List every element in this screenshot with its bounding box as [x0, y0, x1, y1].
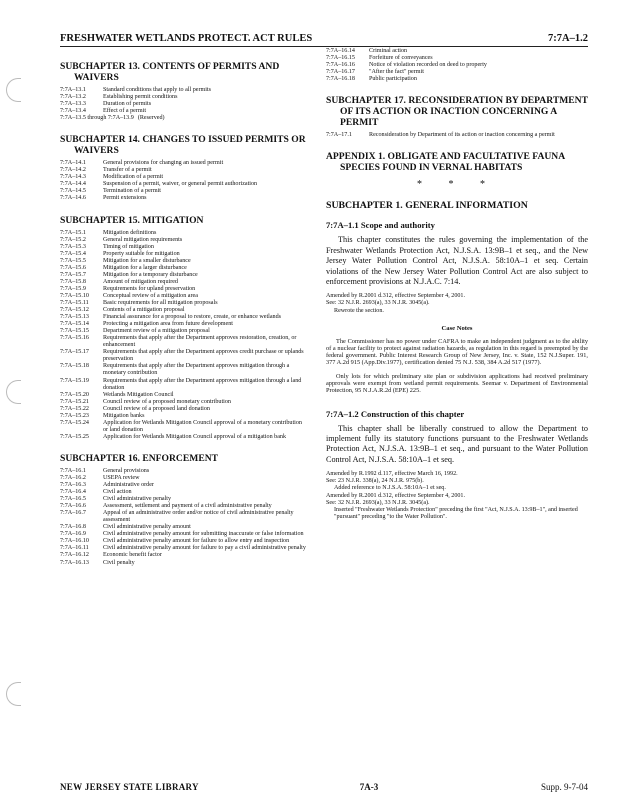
- toc-entry: [60, 115, 308, 122]
- toc-entry: [326, 76, 588, 83]
- section-1-2-title: 7:7A–1.2 Construction of this chapter: [326, 408, 465, 419]
- section-title: Requirements for upland preservation: [103, 285, 196, 292]
- supplement-date: Supp. 9-7-04: [541, 782, 588, 792]
- section-title: General mitigation requirements: [103, 236, 183, 243]
- toc-entry: [60, 108, 308, 115]
- section-title: Mitigation definitions: [103, 229, 157, 236]
- section-title: Requirements that apply after the Department approves mitigation through a land donation: [103, 377, 302, 391]
- history-line: See: 32 N.J.R. 2693(a), 33 N.J.R. 3045(a).: [326, 499, 430, 506]
- section-number: 7:7A–15.16: [60, 335, 89, 342]
- toc-entry: [60, 167, 308, 174]
- section-number: 7:7A–13.5 through 7:7A–13.9: [60, 115, 134, 122]
- section-title: Amount of mitigation required: [103, 278, 178, 285]
- section-title: Mitigation for a temporary disturbance: [103, 271, 198, 278]
- case-note: The Commissioner has no power under CAFRA to make an independent judgment as to the ability of a nuclear facility to protect against radiation hazards, as regulation in this regard is preempted by the federal government. Public Interest Research Group of New Jersey, Inc. v. State, 152 N.J.Super. 191, 377 A.2d 915 (App.Div.1977), certification denied 75 N.J. 538, 384 A.2d 517 (1977).: [326, 337, 588, 367]
- history-line: See: 32 N.J.R. 2693(a), 33 N.J.R. 3045(a).: [326, 300, 430, 307]
- section-title: Civil administrative penalty: [103, 496, 172, 503]
- section-number: 7:7A–15.25: [60, 433, 89, 440]
- section-title: Mitigation for a smaller disturbance: [103, 257, 191, 264]
- toc-entry: [326, 132, 588, 139]
- section-title: Civil administrative penalty amount for failure to allow entry and inspection: [103, 538, 290, 545]
- punch-hole-mark: [6, 380, 21, 404]
- toc-entry: [60, 195, 308, 202]
- history-line: Amended by R.2001 d.312, effective September 4, 2001.: [326, 293, 465, 300]
- section-number: 7:7A–14.3: [60, 174, 86, 181]
- header-section: 7:7A–1.2: [548, 33, 588, 44]
- section-number: 7:7A–15.2: [60, 236, 86, 243]
- toc-entry: [60, 475, 308, 482]
- section-title: Requirements that apply after the Department approves restoration, creation, or enhancement: [103, 335, 297, 349]
- section-number: 7:7A–16.9: [60, 531, 86, 538]
- toc-entry: [60, 468, 308, 475]
- section-title: Mitigation for a larger disturbance: [103, 264, 187, 271]
- section-number: 7:7A–16.6: [60, 503, 86, 510]
- section-number: 7:7A–16.14: [326, 48, 355, 54]
- section-title: Protecting a mitigation area from future development: [103, 321, 233, 328]
- subchapter-heading: SUBCHAPTER 15. MITIGATION: [60, 214, 204, 226]
- section-number: 7:7A–15.19: [60, 377, 89, 384]
- section-number: 7:7A–15.23: [60, 412, 89, 419]
- section-title: Civil action: [103, 489, 132, 496]
- toc-entry: [60, 94, 308, 101]
- toc-entry: [60, 300, 308, 307]
- toc-entry: [60, 335, 308, 349]
- toc-list: [60, 87, 308, 122]
- subchapter-heading: SUBCHAPTER 14. CHANGES TO ISSUED PERMITS OR WAIVERS: [60, 134, 306, 157]
- section-title: General provisions: [103, 467, 150, 474]
- toc-entry: [60, 434, 308, 441]
- section-title: Assessment, settlement and payment of a civil administrative penalty: [103, 503, 272, 510]
- section-number: 7:7A–13.3: [60, 101, 86, 108]
- case-note: Only lots for which preliminary site plan or subdivision applications had received preliminary approvals were exempt from wetland permit requirements. Seemar v. Department of Environmental Protection, 95 N.J.A.R.2d (EPE) 225.: [326, 372, 588, 395]
- subchapter-1-heading: SUBCHAPTER 1. GENERAL INFORMATION: [326, 200, 528, 212]
- section-title: Civil penalty: [103, 559, 135, 566]
- section-title: Basic requirements for all mitigation proposals: [103, 299, 218, 306]
- toc-entry: [60, 510, 308, 524]
- section-number: 7:7A–15.14: [60, 321, 89, 328]
- section-number: 7:7A–16.13: [60, 559, 89, 566]
- section-number: 7:7A–16.12: [60, 552, 89, 559]
- toc-entry: [60, 244, 308, 251]
- toc-entry: [60, 545, 308, 552]
- section-number: 7:7A–15.10: [60, 292, 89, 299]
- toc-entry: [60, 349, 308, 363]
- history-line: See: 23 N.J.R. 338(a), 24 N.J.R. 975(b).: [326, 478, 424, 485]
- toc-entry: [326, 48, 588, 55]
- section-title: Civil administrative penalty amount: [103, 524, 191, 531]
- toc-entry: [60, 251, 308, 258]
- section-title: Effect of a permit: [103, 108, 147, 115]
- toc-entry: [60, 363, 308, 377]
- section-number: 7:7A–13.1: [60, 87, 86, 93]
- subchapter-heading: SUBCHAPTER 16. ENFORCEMENT: [60, 452, 219, 464]
- section-title: Forfeiture of conveyances: [369, 55, 433, 62]
- section-number: 7:7A–16.4: [60, 489, 86, 496]
- section-title: Modification of a permit: [103, 174, 164, 181]
- section-number: 7:7A–15.24: [60, 419, 89, 426]
- section-1-2-body: This chapter shall be liberally construed to allow the Department to implement fully its statutory functions pursuant to the Freshwater Wetlands Protection Act, N.J.S.A. 13:9B–1 et seq., and pursuant to the Water Pollution Control Act, N.J.S.A. 58:10A–1 et seq.: [326, 423, 588, 464]
- section-title: Establishing permit conditions: [103, 94, 178, 101]
- section-title: Mitigation banks: [103, 412, 145, 419]
- toc-entry: [60, 482, 308, 489]
- section-number: 7:7A–15.15: [60, 328, 89, 335]
- section-title: Notice of violation recorded on deed to property: [369, 62, 487, 69]
- toc-entry: [60, 420, 308, 434]
- section-number: 7:7A–14.5: [60, 188, 86, 195]
- page-footer: [60, 780, 588, 794]
- toc-entry: [60, 399, 308, 406]
- section-title: Duration of permits: [103, 101, 152, 108]
- toc-entry: [60, 160, 308, 167]
- section-number: 7:7A–15.22: [60, 405, 89, 412]
- section-number: 7:7A–15.18: [60, 363, 89, 370]
- section-title: Suspension of a permit, waiver, or general permit authorization: [103, 181, 258, 188]
- section-title: Property suitable for mitigation: [103, 250, 180, 257]
- history-line: Amended by R.2001 d.312, effective September 4, 2001.: [326, 492, 465, 499]
- toc-list: [60, 230, 308, 441]
- section-title: Wetlands Mitigation Council: [103, 391, 174, 398]
- section-number: 7:7A–16.8: [60, 524, 86, 531]
- section-title: USEPA review: [103, 474, 140, 481]
- section-number: 7:7A–16.7: [60, 510, 86, 517]
- history-line: Amended by R.1992 d.117, effective March 16, 1992.: [326, 471, 458, 478]
- section-title: Economic benefit factor: [103, 552, 162, 559]
- page-number: 7A-3: [359, 782, 379, 792]
- section-number: 7:7A–15.20: [60, 391, 89, 398]
- toc-list: [60, 468, 308, 567]
- section-title: Council review of a proposed monetary contribution: [103, 398, 231, 405]
- section-number: 7:7A–15.7: [60, 271, 86, 278]
- toc-entry: [326, 62, 588, 69]
- section-number: 7:7A–16.1: [60, 467, 86, 474]
- section-number: 7:7A–16.11: [60, 545, 89, 552]
- section-1-1-body: This chapter constitutes the rules governing the implementation of the Freshwater Wetlands Protection Act, N.J.S.A. 13:9B–1 et seq., and the New Jersey Water Pollution Control Act, N.J.S.A. 58:10A–1 et seq. Certain violations of the New Jersey Water Pollution Control Act are also subject to enforcement provisions at N.J.A.C. 7:14.: [326, 235, 588, 286]
- section-number: 7:7A–15.1: [60, 229, 86, 236]
- section-number: 7:7A–14.4: [60, 181, 86, 188]
- section-number: 7:7A–15.9: [60, 285, 86, 292]
- toc-entry: [60, 286, 308, 293]
- toc-entry: [60, 87, 308, 94]
- section-title: Department review of a mitigation proposal: [103, 328, 210, 335]
- section-number: 7:7A–13.2: [60, 94, 86, 101]
- section-title: General provisions for changing an issued permit: [103, 160, 224, 167]
- section-number: 7:7A–16.2: [60, 474, 86, 481]
- section-number: 7:7A–15.17: [60, 349, 89, 356]
- section-1-1-history: [326, 293, 588, 314]
- toc-continued: [326, 48, 588, 83]
- section-number: 7:7A–16.3: [60, 482, 86, 489]
- section-number: 7:7A–14.2: [60, 167, 86, 174]
- toc-entry: [60, 279, 308, 286]
- section-number: 7:7A–16.15: [326, 55, 355, 62]
- section-number: 7:7A–15.12: [60, 307, 89, 314]
- header-title: FRESHWATER WETLANDS PROTECT. ACT RULES: [60, 33, 313, 44]
- section-title: Requirements that apply after the Department approves mitigation through a monetary contribution: [103, 363, 290, 377]
- section-number: 7:7A–15.8: [60, 278, 86, 285]
- section-title: Termination of a permit: [103, 188, 161, 195]
- section-number: 7:7A–14.1: [60, 160, 86, 167]
- section-title: Financial assurance for a proposal to restore, create, or enhance wetlands: [103, 314, 281, 321]
- toc-entry: [60, 489, 308, 496]
- section-title: Application for Wetlands Mitigation Council approval of a monetary contribution or land donation: [103, 419, 302, 433]
- toc-entry: [60, 406, 308, 413]
- subchapter-17-toc: [326, 132, 588, 139]
- section-number: 7:7A–13.4: [60, 108, 86, 115]
- section-title: Appeal of an administrative order and/or notice of civil administrative penalty assessment: [103, 510, 294, 524]
- toc-entry: [326, 69, 588, 76]
- toc-entry: [60, 230, 308, 237]
- appendix-heading: APPENDIX 1. OBLIGATE AND FACULTATIVE FAUNA SPECIES FOUND IN VERNAL HABITATS: [326, 151, 565, 174]
- toc-entry: [60, 392, 308, 399]
- right-column: [326, 48, 588, 521]
- section-number: 7:7A–15.11: [60, 299, 89, 306]
- section-number: 7:7A–16.17: [326, 69, 355, 76]
- section-title: "After the fact" permit: [369, 69, 424, 76]
- section-title: Council review of a proposed land donation: [103, 405, 210, 412]
- history-line: Inserted "Freshwater Wetlands Protection" preceding the first "Act, N.J.S.A. 13:9B–1", and inserted "pursuant" preceding "to the Water Pollution".: [334, 506, 578, 520]
- section-title: Permit extensions: [103, 195, 147, 202]
- section-number: 7:7A–15.4: [60, 250, 86, 257]
- toc-entry: [60, 181, 308, 188]
- toc-list: [60, 160, 308, 202]
- section-title: Public participation: [369, 76, 417, 83]
- section-title: Contents of a mitigation proposal: [103, 307, 185, 314]
- section-title: Requirements that apply after the Department approves credit purchase or uplands preservation: [103, 349, 304, 363]
- toc-entry: [60, 552, 308, 559]
- section-number: 7:7A–16.10: [60, 538, 89, 545]
- toc-entry: [60, 258, 308, 265]
- toc-entry: [60, 378, 308, 392]
- section-number: 7:7A–14.6: [60, 195, 86, 202]
- section-title: Application for Wetlands Mitigation Council approval of a mitigation bank: [103, 433, 287, 440]
- section-title: Civil administrative penalty amount for submitting inaccurate or false information: [103, 531, 304, 538]
- subchapter-17-heading: SUBCHAPTER 17. RECONSIDERATION BY DEPARTMENT OF ITS ACTION OR INACTION CONCERNING A PERMIT: [326, 95, 588, 129]
- section-number: 7:7A–15.13: [60, 314, 89, 321]
- section-number: 7:7A–16.16: [326, 62, 355, 69]
- toc-entry: [60, 293, 308, 300]
- punch-hole-mark: [6, 78, 21, 102]
- case-notes-title: Case Notes: [441, 324, 473, 332]
- section-number: 7:7A–16.5: [60, 496, 86, 503]
- section-title: Civil administrative penalty amount for failure to pay a civil administrative penalty: [103, 545, 306, 552]
- section-number: 7:7A–15.5: [60, 257, 86, 264]
- section-title: Transfer of a permit: [103, 167, 152, 174]
- subchapter-heading: SUBCHAPTER 13. CONTENTS OF PERMITS AND WAIVERS: [60, 61, 280, 83]
- section-number: 7:7A–16.18: [326, 76, 355, 83]
- section-title: Standard conditions that apply to all permits: [103, 87, 211, 93]
- toc-entry: [60, 560, 308, 567]
- library-stamp: NEW JERSEY STATE LIBRARY: [60, 782, 199, 792]
- history-line: Added reference to N.J.S.A. 58:10A–1 et seq.: [334, 485, 446, 492]
- toc-entry: [60, 237, 308, 244]
- section-number: 7:7A–15.3: [60, 243, 86, 250]
- section-title: Timing of mitigation: [103, 243, 154, 250]
- toc-entry: [60, 101, 308, 108]
- toc-entry: [60, 272, 308, 279]
- history-line: Rewrote the section.: [334, 307, 384, 314]
- section-number: 7:7A–15.21: [60, 398, 89, 405]
- section-title: Criminal action: [369, 48, 408, 54]
- section-1-2-history: [326, 471, 588, 521]
- section-title: Conceptual review of a mitigation area: [103, 292, 198, 299]
- section-separator: * * *: [417, 179, 497, 191]
- section-1-1-title: 7:7A–1.1 Scope and authority: [326, 220, 435, 231]
- punch-hole-mark: [6, 682, 21, 706]
- running-header: [60, 30, 588, 47]
- left-column: [60, 55, 308, 567]
- section-number: 7:7A–17.1: [326, 132, 352, 139]
- toc-entry: [60, 265, 308, 272]
- section-title: Reconsideration by Department of its action or inaction concerning a permit: [369, 132, 555, 139]
- section-number: 7:7A–15.6: [60, 264, 86, 271]
- toc-entry: [60, 413, 308, 420]
- toc-entry: [60, 188, 308, 195]
- section-title: (Reserved): [137, 115, 165, 122]
- section-title: Administrative order: [103, 482, 154, 489]
